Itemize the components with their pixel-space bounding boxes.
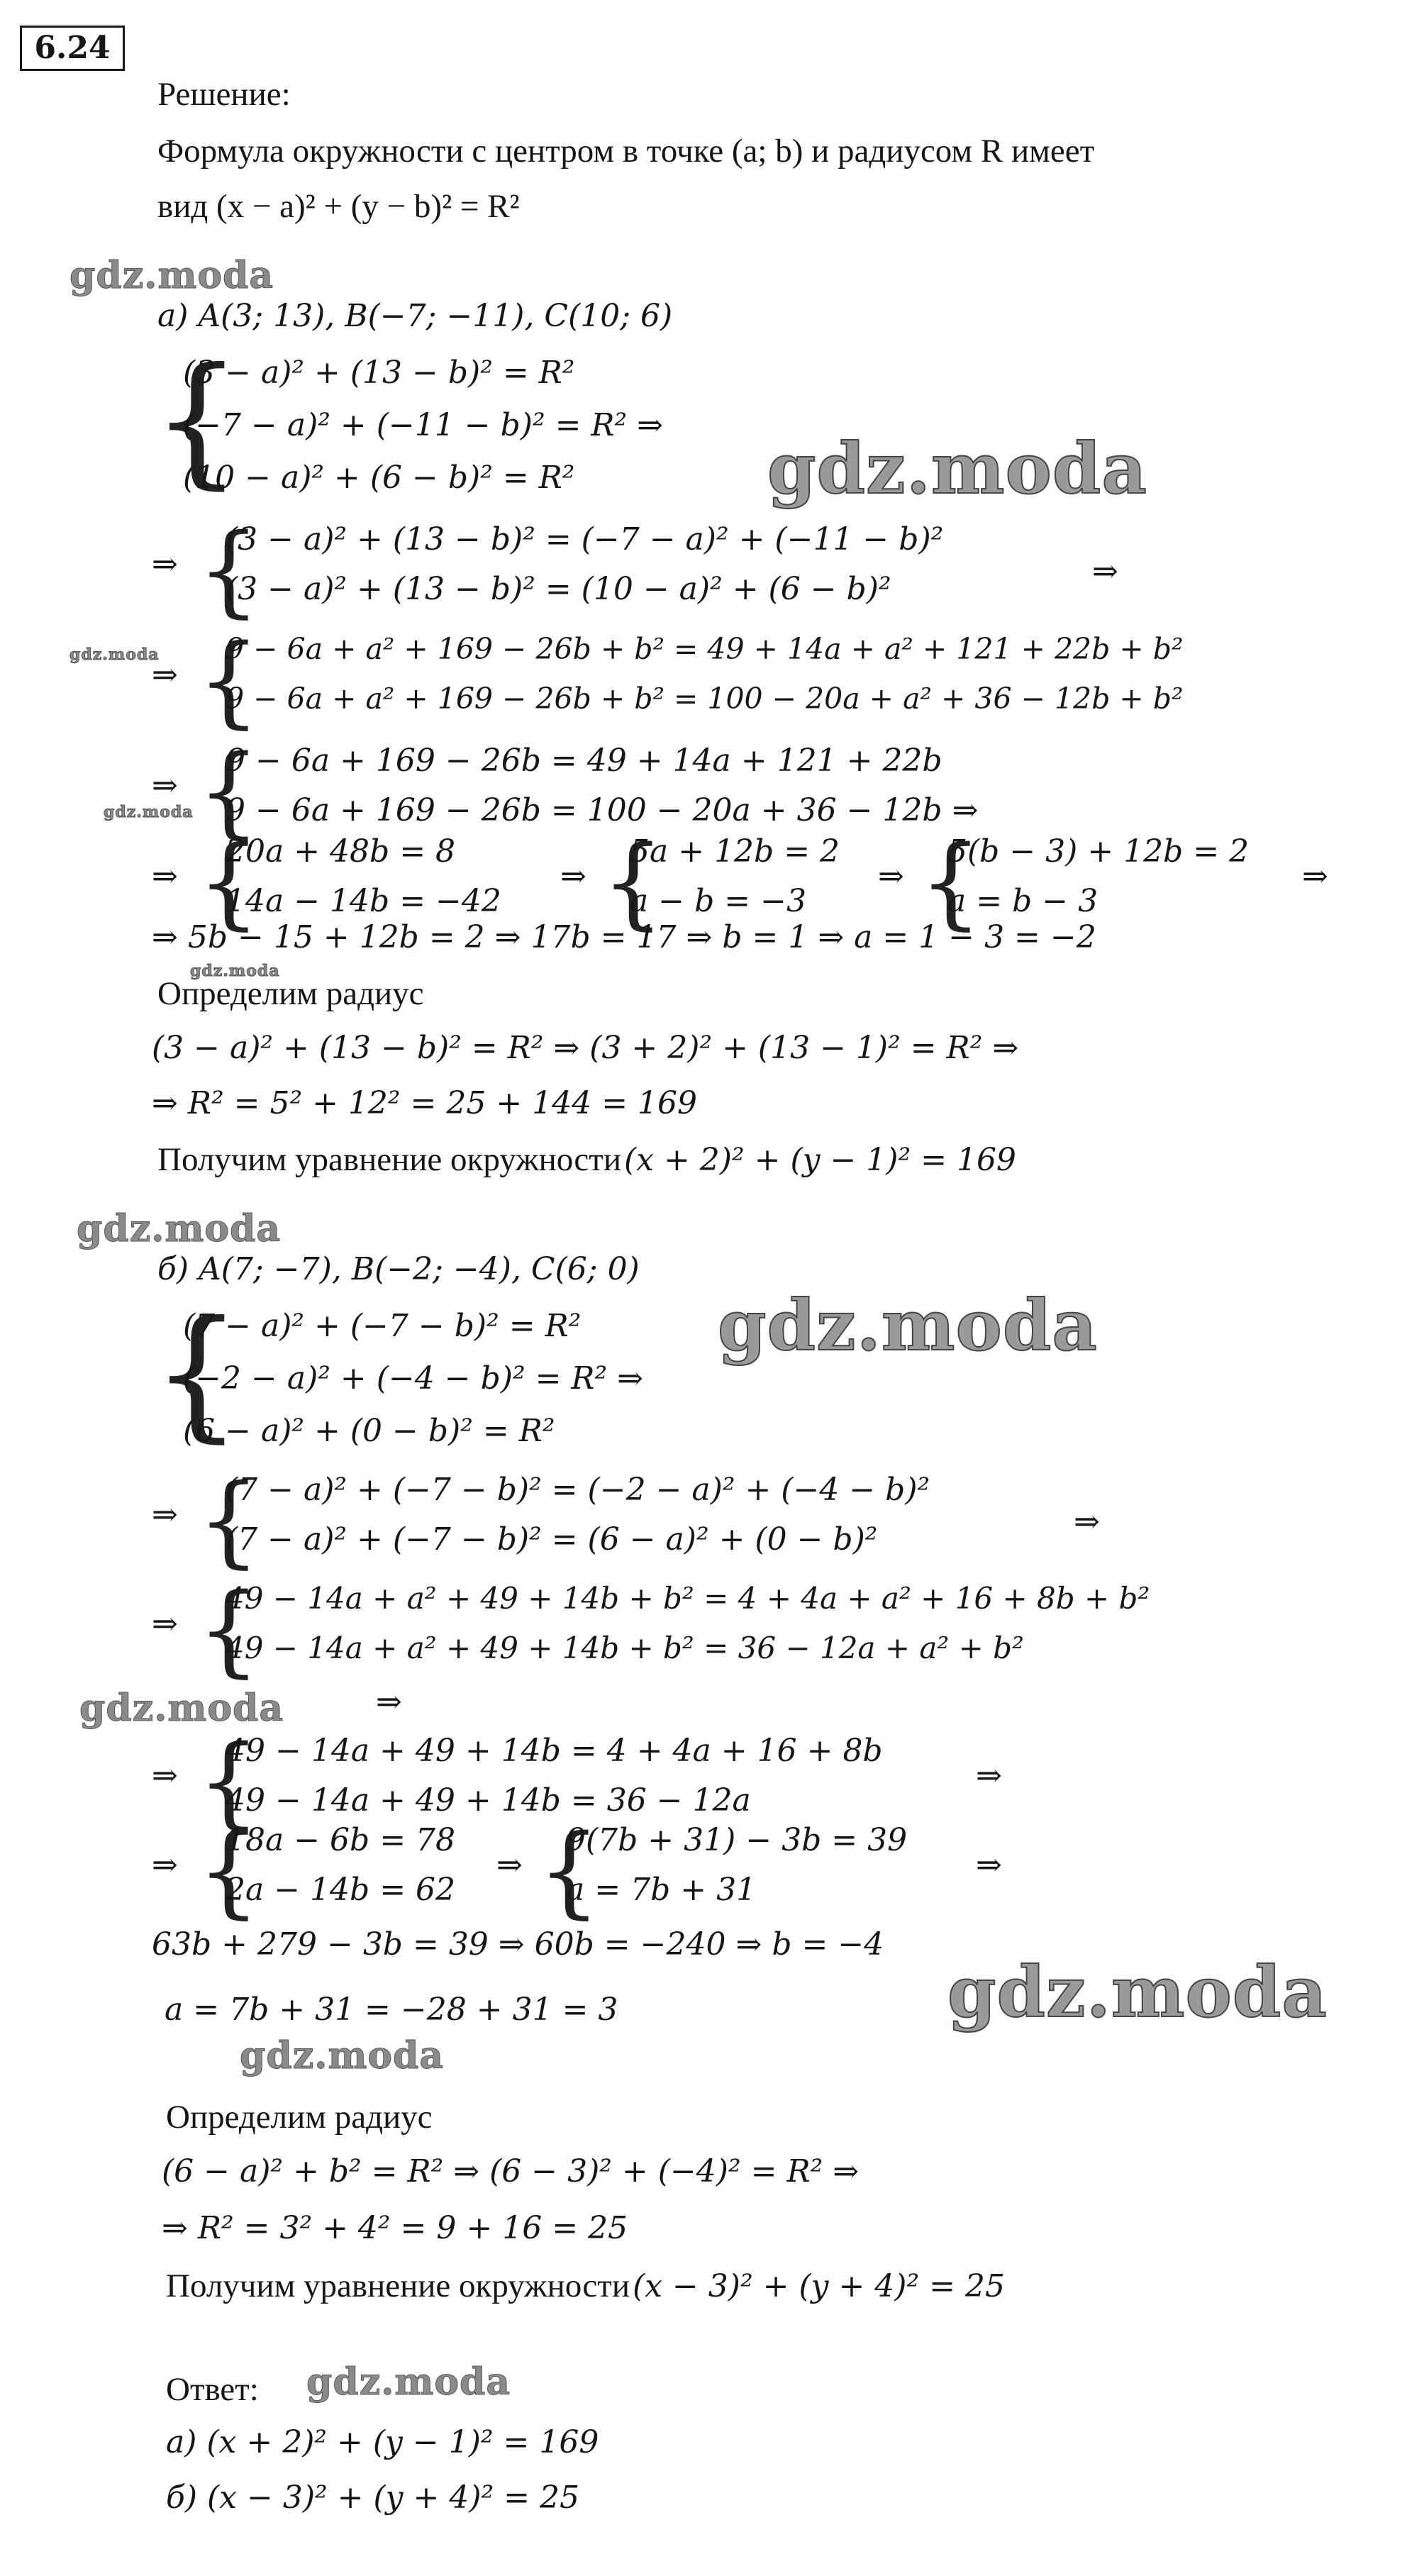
part-a-sys2-eq1: (3 − a)² + (13 − b)² = (−7 − a)² + (−11 − b)² [226, 521, 944, 557]
part-a-sys5b-eq2: a − b = −3 [630, 883, 806, 919]
implies-arrow: ⇒ [976, 1847, 1002, 1883]
part-a-radius-1: (3 − a)² + (13 − b)² = R² ⇒ (3 + 2)² + (13 − 1)² = R² ⇒ [152, 1030, 1019, 1066]
part-a-header: а) A(3; 13), B(−7; −11), C(10; 6) [157, 298, 673, 334]
part-b-sys3-eq2: 49 − 14a + a² + 49 + 14b + b² = 36 − 12a + a² + b² [226, 1631, 1024, 1665]
implies-arrow: ⇒ [1074, 1504, 1100, 1540]
part-b-solve-b: 63b + 279 − 3b = 39 ⇒ 60b = −240 ⇒ b = −4 [152, 1926, 884, 1962]
part-a-sys5c-eq2: a = b − 3 [947, 883, 1099, 919]
watermark: gdz.moda [190, 962, 280, 980]
system-brace: { [197, 1814, 261, 1929]
implies-arrow: ⇒ [152, 546, 178, 582]
system-brace: { [197, 623, 261, 739]
part-a-sys5b-eq1: 5a + 12b = 2 [630, 833, 840, 870]
part-a-radius-2: ⇒ R² = 5² + 12² = 25 + 144 = 169 [152, 1085, 698, 1121]
watermark: gdz.moda [104, 803, 194, 821]
system-brace: { [919, 825, 983, 940]
implies-arrow: ⇒ [1302, 858, 1328, 894]
part-b-sys5a-eq2: 2a − 14b = 62 [226, 1872, 456, 1908]
implies-arrow: ⇒ [376, 1684, 402, 1720]
answer-b: б) (x − 3)² + (y + 4)² = 25 [166, 2480, 579, 2516]
system-brace: { [538, 1814, 601, 1929]
problem-number: 6.24 [20, 26, 125, 71]
part-b-radius-label: Определим радиус [166, 2099, 433, 2136]
watermark: gdz.moda [69, 254, 274, 297]
watermark: gdz.moda [79, 1687, 284, 1730]
part-a-solve-b: ⇒ 5b − 15 + 12b = 2 ⇒ 17b = 17 ⇒ b = 1 ⇒ a = 1 − 3 = −2 [152, 919, 1096, 955]
part-a-sys4-eq2: 9 − 6a + 169 − 26b = 100 − 20a + 36 − 12b ⇒ [226, 792, 979, 828]
part-b-sys1-eq2: (−2 − a)² + (−4 − b)² = R² ⇒ [183, 1360, 644, 1397]
part-a-sys5a-eq2: 14a − 14b = −42 [226, 883, 501, 919]
part-a-sys4-eq1: 9 − 6a + 169 − 26b = 49 + 14a + 121 + 22b [226, 743, 942, 779]
watermark: gdz.moda [240, 2034, 445, 2077]
system-brace: { [197, 825, 261, 940]
implies-arrow: ⇒ [878, 858, 904, 894]
part-b-radius-2: ⇒ R² = 3² + 4² = 9 + 16 = 25 [162, 2210, 628, 2246]
part-b-result-text: Получим уравнение окружности [166, 2267, 630, 2304]
part-a-sys1-eq1: (3 − a)² + (13 − b)² = R² [183, 355, 575, 391]
part-b-radius-1: (6 − a)² + b² = R² ⇒ (6 − 3)² + (−4)² = R² ⇒ [162, 2153, 860, 2189]
watermark: gdz.moda [77, 1207, 282, 1250]
part-b-sys5a-eq1: 18a − 6b = 78 [226, 1822, 456, 1858]
watermark: gdz.moda [306, 2360, 511, 2404]
watermark: gdz.moda [947, 1952, 1328, 2033]
part-a-sys3-eq1: 9 − 6a + a² + 169 − 26b + b² = 49 + 14a + a² + 121 + 22b + b² [226, 632, 1184, 666]
part-a-result [157, 1140, 1016, 1179]
part-a-sys5c-eq1: 5(b − 3) + 12b = 2 [947, 833, 1250, 870]
part-a-sys1-eq2: (−7 − a)² + (−11 − b)² = R² ⇒ [183, 407, 664, 443]
part-b-sys4-eq2: 49 − 14a + 49 + 14b = 36 − 12a [226, 1782, 751, 1819]
intro-line-1: Формула окружности с центром в точке (a; b) и радиусом R имеет [157, 133, 1095, 170]
implies-arrow: ⇒ [1092, 553, 1118, 589]
implies-arrow: ⇒ [560, 858, 586, 894]
answer-label: Ответ: [166, 2371, 259, 2408]
part-b-sys3-eq1: 49 − 14a + a² + 49 + 14b + b² = 4 + 4a + a² + 16 + 8b + b² [226, 1581, 1150, 1616]
part-a-radius-label: Определим радиус [157, 975, 424, 1012]
answer-a: а) (x + 2)² + (y − 1)² = 169 [166, 2424, 599, 2460]
system-brace: { [197, 513, 261, 628]
part-a-sys5a-eq1: 20a + 48b = 8 [226, 833, 456, 870]
solution-label: Решение: [157, 76, 291, 113]
part-b-sys5b-eq2: a = 7b + 31 [566, 1872, 757, 1908]
part-b-sys2-eq2: (7 − a)² + (−7 − b)² = (6 − a)² + (0 − b)² [226, 1521, 878, 1558]
system-brace: { [197, 1463, 261, 1579]
implies-arrow: ⇒ [152, 1606, 178, 1642]
watermark: gdz.moda [718, 1285, 1098, 1367]
part-b-solve-a: a = 7b + 31 = −28 + 31 = 3 [165, 1992, 618, 2028]
part-b-sys1-eq1: (7 − a)² + (−7 − b)² = R² [183, 1308, 582, 1344]
watermark: gdz.moda [767, 428, 1147, 510]
implies-arrow: ⇒ [152, 657, 178, 693]
implies-arrow: ⇒ [152, 1847, 178, 1883]
implies-arrow: ⇒ [976, 1758, 1002, 1794]
part-b-sys5b-eq1: 9(7b + 31) − 3b = 39 [566, 1822, 908, 1858]
part-b-sys1-eq3: (6 − a)² + (0 − b)² = R² [183, 1413, 555, 1449]
system-brace: { [601, 825, 665, 940]
implies-arrow: ⇒ [496, 1847, 523, 1883]
system-brace: { [197, 1724, 261, 1840]
implies-arrow: ⇒ [152, 858, 178, 894]
implies-arrow: ⇒ [152, 1758, 178, 1794]
system-brace: { [197, 734, 261, 850]
system-brace: { [152, 338, 243, 503]
part-a-sys2-eq2: (3 − a)² + (13 − b)² = (10 − a)² + (6 − b)² [226, 571, 891, 607]
part-b-sys4-eq1: 49 − 14a + 49 + 14b = 4 + 4a + 16 + 8b [226, 1733, 883, 1769]
part-b-result [166, 2267, 1005, 2305]
part-a-result-text: Получим уравнение окружности [157, 1141, 621, 1178]
implies-arrow: ⇒ [152, 1497, 178, 1533]
intro-line-2: вид (x − a)² + (y − b)² = R² [157, 188, 520, 225]
system-brace: { [152, 1291, 243, 1456]
part-a-sys1-eq3: (10 − a)² + (6 − b)² = R² [183, 460, 575, 496]
watermark: gdz.moda [69, 645, 160, 664]
part-b-sys2-eq1: (7 − a)² + (−7 − b)² = (−2 − a)² + (−4 − b)² [226, 1472, 930, 1508]
implies-arrow: ⇒ [152, 767, 178, 804]
part-b-header: б) A(7; −7), B(−2; −4), C(6; 0) [157, 1251, 640, 1287]
part-a-result-eq: (x + 2)² + (y − 1)² = 169 [623, 1142, 1016, 1178]
part-b-result-eq: (x − 3)² + (y + 4)² = 25 [632, 2268, 1005, 2304]
part-a-sys3-eq2: 9 − 6a + a² + 169 − 26b + b² = 100 − 20a + a² + 36 − 12b + b² [226, 682, 1184, 716]
system-brace: { [197, 1572, 261, 1688]
